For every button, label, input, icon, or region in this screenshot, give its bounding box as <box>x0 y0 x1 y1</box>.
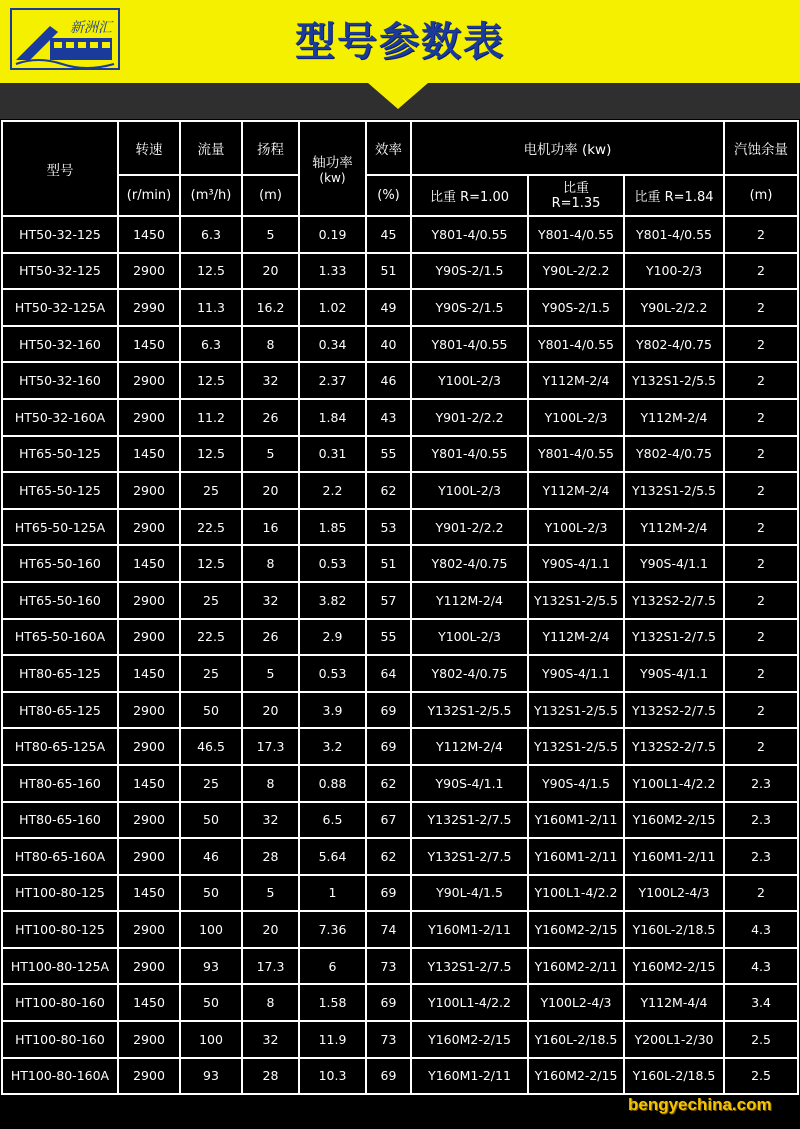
header-shaft-power <box>299 121 366 216</box>
cell-motor-sg2: Y90S-4/1.5 <box>528 765 624 802</box>
model-parameter-table <box>1 120 799 1095</box>
cell-shaft-power: 1.85 <box>299 509 366 546</box>
cell-motor-sg3: Y160M1-2/11 <box>624 838 724 875</box>
table-row <box>2 509 798 546</box>
cell-motor-sg1: Y160M1-2/11 <box>411 1058 528 1095</box>
cell-model: HT100-80-125A <box>2 948 118 985</box>
cell-speed: 1450 <box>118 655 180 692</box>
cell-speed: 1450 <box>118 436 180 473</box>
cell-speed: 1450 <box>118 765 180 802</box>
cell-model: HT100-80-160 <box>2 1021 118 1058</box>
cell-motor-sg1: Y90S-4/1.1 <box>411 765 528 802</box>
cell-shaft-power: 2.37 <box>299 362 366 399</box>
cell-motor-sg1: Y132S1-2/7.5 <box>411 838 528 875</box>
table-row <box>2 948 798 985</box>
site-watermark: bengyechina.com <box>628 1095 772 1114</box>
cell-speed: 1450 <box>118 875 180 912</box>
cell-efficiency: 62 <box>366 765 411 802</box>
table-row <box>2 1021 798 1058</box>
cell-motor-sg3: Y132S2-2/7.5 <box>624 582 724 619</box>
table-row <box>2 984 798 1021</box>
cell-npsh: 2 <box>724 582 798 619</box>
cell-motor-sg2: Y160L-2/18.5 <box>528 1021 624 1058</box>
cell-model: HT50-32-160 <box>2 326 118 363</box>
cell-model: HT50-32-125 <box>2 253 118 290</box>
cell-shaft-power: 2.2 <box>299 472 366 509</box>
cell-head: 17.3 <box>242 728 299 765</box>
cell-head: 20 <box>242 472 299 509</box>
cell-motor-sg1: Y901-2/2.2 <box>411 509 528 546</box>
cell-model: HT65-50-125A <box>2 509 118 546</box>
cell-shaft-power: 10.3 <box>299 1058 366 1095</box>
cell-motor-sg2: Y100L2-4/3 <box>528 984 624 1021</box>
cell-flow: 100 <box>180 911 242 948</box>
header-model: 型号 <box>2 121 118 216</box>
cell-motor-sg2: Y132S1-2/5.5 <box>528 582 624 619</box>
cell-motor-sg2: Y90L-2/2.2 <box>528 253 624 290</box>
cell-npsh: 4.3 <box>724 911 798 948</box>
cell-motor-sg3: Y160L-2/18.5 <box>624 911 724 948</box>
cell-motor-sg3: Y160L-2/18.5 <box>624 1058 724 1095</box>
cell-efficiency: 69 <box>366 984 411 1021</box>
cell-npsh: 4.3 <box>724 948 798 985</box>
cell-motor-sg1: Y132S1-2/7.5 <box>411 802 528 839</box>
cell-speed: 1450 <box>118 216 180 253</box>
cell-motor-sg2: Y160M1-2/11 <box>528 838 624 875</box>
cell-efficiency: 64 <box>366 655 411 692</box>
cell-shaft-power: 7.36 <box>299 911 366 948</box>
cell-efficiency: 69 <box>366 1058 411 1095</box>
cell-efficiency: 74 <box>366 911 411 948</box>
cell-motor-sg3: Y100L2-4/3 <box>624 875 724 912</box>
cell-head: 16 <box>242 509 299 546</box>
cell-model: HT50-32-160A <box>2 399 118 436</box>
cell-speed: 2900 <box>118 948 180 985</box>
cell-speed: 2900 <box>118 692 180 729</box>
cell-shaft-power: 11.9 <box>299 1021 366 1058</box>
cell-shaft-power: 0.34 <box>299 326 366 363</box>
cell-motor-sg3: Y100L1-4/2.2 <box>624 765 724 802</box>
header-flow-unit: (m³/h) <box>180 175 242 216</box>
table-row <box>2 582 798 619</box>
cell-speed: 1450 <box>118 984 180 1021</box>
cell-motor-sg2: Y801-4/0.55 <box>528 326 624 363</box>
cell-model: HT80-65-125 <box>2 692 118 729</box>
cell-shaft-power: 1.02 <box>299 289 366 326</box>
header-flow: 流量 <box>180 121 242 175</box>
cell-motor-sg2: Y160M1-2/11 <box>528 802 624 839</box>
cell-shaft-power: 1.58 <box>299 984 366 1021</box>
header-speed-unit: (r/min) <box>118 175 180 216</box>
cell-head: 26 <box>242 619 299 656</box>
header-npsh-unit: (m) <box>724 175 798 216</box>
cell-npsh: 2 <box>724 326 798 363</box>
cell-speed: 2900 <box>118 1021 180 1058</box>
cell-model: HT100-80-125 <box>2 875 118 912</box>
cell-motor-sg1: Y132S1-2/5.5 <box>411 692 528 729</box>
cell-npsh: 2 <box>724 509 798 546</box>
table-row <box>2 875 798 912</box>
cell-motor-sg1: Y901-2/2.2 <box>411 399 528 436</box>
cell-npsh: 2 <box>724 619 798 656</box>
cell-npsh: 2 <box>724 289 798 326</box>
cell-shaft-power: 2.9 <box>299 619 366 656</box>
cell-shaft-power: 6 <box>299 948 366 985</box>
cell-shaft-power: 1 <box>299 875 366 912</box>
cell-efficiency: 67 <box>366 802 411 839</box>
cell-motor-sg2: Y100L-2/3 <box>528 399 624 436</box>
cell-speed: 2900 <box>118 362 180 399</box>
cell-motor-sg1: Y112M-2/4 <box>411 728 528 765</box>
cell-flow: 25 <box>180 582 242 619</box>
cell-speed: 2900 <box>118 1058 180 1095</box>
cell-motor-sg3: Y112M-2/4 <box>624 509 724 546</box>
cell-speed: 1450 <box>118 326 180 363</box>
cell-head: 28 <box>242 838 299 875</box>
cell-motor-sg1: Y100L1-4/2.2 <box>411 984 528 1021</box>
cell-shaft-power: 1.33 <box>299 253 366 290</box>
cell-head: 17.3 <box>242 948 299 985</box>
cell-model: HT80-65-125 <box>2 655 118 692</box>
logo-text: 新洲汇 <box>70 20 112 36</box>
cell-shaft-power: 1.84 <box>299 399 366 436</box>
cell-npsh: 2 <box>724 728 798 765</box>
cell-npsh: 2 <box>724 692 798 729</box>
header-sg-2-label: 比重 <box>562 180 589 196</box>
cell-model: HT65-50-125 <box>2 472 118 509</box>
cell-head: 8 <box>242 984 299 1021</box>
cell-efficiency: 69 <box>366 692 411 729</box>
table-row <box>2 545 798 582</box>
cell-npsh: 2 <box>724 472 798 509</box>
cell-npsh: 2 <box>724 545 798 582</box>
cell-motor-sg1: Y160M1-2/11 <box>411 911 528 948</box>
cell-motor-sg3: Y132S1-2/5.5 <box>624 472 724 509</box>
cell-motor-sg1: Y160M2-2/15 <box>411 1021 528 1058</box>
cell-motor-sg2: Y100L1-4/2.2 <box>528 875 624 912</box>
cell-flow: 22.5 <box>180 509 242 546</box>
cell-npsh: 2.3 <box>724 765 798 802</box>
cell-motor-sg3: Y90S-4/1.1 <box>624 545 724 582</box>
cell-npsh: 3.4 <box>724 984 798 1021</box>
cell-efficiency: 73 <box>366 1021 411 1058</box>
cell-head: 32 <box>242 1021 299 1058</box>
cell-head: 20 <box>242 253 299 290</box>
cell-head: 5 <box>242 875 299 912</box>
cell-motor-sg1: Y802-4/0.75 <box>411 545 528 582</box>
cell-motor-sg3: Y132S1-2/7.5 <box>624 619 724 656</box>
cell-shaft-power: 0.53 <box>299 655 366 692</box>
cell-motor-sg2: Y90S-2/1.5 <box>528 289 624 326</box>
cell-model: HT80-65-160 <box>2 802 118 839</box>
cell-flow: 11.3 <box>180 289 242 326</box>
cell-flow: 50 <box>180 692 242 729</box>
table-row <box>2 692 798 729</box>
cell-model: HT50-32-125A <box>2 289 118 326</box>
cell-flow: 6.3 <box>180 326 242 363</box>
cell-flow: 22.5 <box>180 619 242 656</box>
cell-flow: 50 <box>180 875 242 912</box>
cell-efficiency: 51 <box>366 253 411 290</box>
cell-shaft-power: 0.53 <box>299 545 366 582</box>
cell-model: HT80-65-125A <box>2 728 118 765</box>
header-head-unit: (m) <box>242 175 299 216</box>
cell-motor-sg3: Y112M-4/4 <box>624 984 724 1021</box>
table-row <box>2 728 798 765</box>
cell-efficiency: 55 <box>366 619 411 656</box>
table-row <box>2 911 798 948</box>
cell-flow: 12.5 <box>180 253 242 290</box>
table-row <box>2 655 798 692</box>
cell-flow: 93 <box>180 948 242 985</box>
cell-motor-sg3: Y90L-2/2.2 <box>624 289 724 326</box>
cell-motor-sg3: Y112M-2/4 <box>624 399 724 436</box>
cell-head: 5 <box>242 436 299 473</box>
cell-shaft-power: 3.2 <box>299 728 366 765</box>
cell-model: HT50-32-125 <box>2 216 118 253</box>
cell-flow: 50 <box>180 802 242 839</box>
cell-shaft-power: 0.88 <box>299 765 366 802</box>
header-sg-2-value: R=1.35 <box>551 195 601 211</box>
cell-speed: 2900 <box>118 509 180 546</box>
header-shaft-power-unit: (kw) <box>319 171 346 185</box>
cell-efficiency: 45 <box>366 216 411 253</box>
cell-motor-sg1: Y90L-4/1.5 <box>411 875 528 912</box>
cell-motor-sg1: Y801-4/0.55 <box>411 436 528 473</box>
cell-flow: 12.5 <box>180 362 242 399</box>
cell-motor-sg2: Y90S-4/1.1 <box>528 545 624 582</box>
cell-motor-sg2: Y112M-2/4 <box>528 619 624 656</box>
cell-npsh: 2.3 <box>724 802 798 839</box>
header-pointer <box>368 83 428 109</box>
cell-efficiency: 43 <box>366 399 411 436</box>
cell-speed: 2900 <box>118 472 180 509</box>
header-banner <box>0 0 800 83</box>
cell-model: HT50-32-160 <box>2 362 118 399</box>
table-row <box>2 802 798 839</box>
cell-npsh: 2 <box>724 216 798 253</box>
cell-head: 5 <box>242 655 299 692</box>
table-body <box>2 216 798 1094</box>
cell-motor-sg1: Y132S1-2/7.5 <box>411 948 528 985</box>
cell-motor-sg2: Y132S1-2/5.5 <box>528 728 624 765</box>
header-head: 扬程 <box>242 121 299 175</box>
cell-motor-sg3: Y802-4/0.75 <box>624 436 724 473</box>
header-sg-2 <box>528 175 624 216</box>
cell-efficiency: 51 <box>366 545 411 582</box>
cell-shaft-power: 0.19 <box>299 216 366 253</box>
cell-shaft-power: 5.64 <box>299 838 366 875</box>
cell-speed: 2900 <box>118 582 180 619</box>
cell-head: 32 <box>242 362 299 399</box>
cell-flow: 12.5 <box>180 545 242 582</box>
cell-motor-sg2: Y801-4/0.55 <box>528 436 624 473</box>
cell-npsh: 2.5 <box>724 1058 798 1095</box>
cell-motor-sg2: Y112M-2/4 <box>528 472 624 509</box>
cell-npsh: 2 <box>724 655 798 692</box>
cell-flow: 50 <box>180 984 242 1021</box>
cell-model: HT100-80-125 <box>2 911 118 948</box>
cell-flow: 6.3 <box>180 216 242 253</box>
table-row <box>2 253 798 290</box>
cell-model: HT100-80-160A <box>2 1058 118 1095</box>
table-row <box>2 399 798 436</box>
page-title: 型号参数表 <box>295 19 505 65</box>
table-row <box>2 289 798 326</box>
cell-flow: 11.2 <box>180 399 242 436</box>
cell-speed: 1450 <box>118 545 180 582</box>
cell-efficiency: 69 <box>366 728 411 765</box>
header-sg-3: 比重 R=1.84 <box>624 175 724 216</box>
table-row <box>2 216 798 253</box>
cell-flow: 12.5 <box>180 436 242 473</box>
cell-efficiency: 57 <box>366 582 411 619</box>
header-shaft-power-label: 轴功率 <box>312 155 353 171</box>
cell-speed: 2990 <box>118 289 180 326</box>
cell-flow: 25 <box>180 765 242 802</box>
cell-speed: 2900 <box>118 911 180 948</box>
cell-motor-sg1: Y100L-2/3 <box>411 472 528 509</box>
cell-head: 20 <box>242 911 299 948</box>
cell-flow: 25 <box>180 472 242 509</box>
cell-efficiency: 49 <box>366 289 411 326</box>
cell-efficiency: 55 <box>366 436 411 473</box>
cell-motor-sg2: Y160M2-2/15 <box>528 911 624 948</box>
cell-model: HT65-50-160 <box>2 545 118 582</box>
cell-motor-sg2: Y112M-2/4 <box>528 362 624 399</box>
table-row <box>2 838 798 875</box>
cell-motor-sg3: Y160M2-2/15 <box>624 802 724 839</box>
cell-shaft-power: 6.5 <box>299 802 366 839</box>
cell-motor-sg2: Y132S1-2/5.5 <box>528 692 624 729</box>
cell-efficiency: 69 <box>366 875 411 912</box>
cell-head: 8 <box>242 765 299 802</box>
header-efficiency-unit: (%) <box>366 175 411 216</box>
cell-head: 28 <box>242 1058 299 1095</box>
cell-motor-sg3: Y100-2/3 <box>624 253 724 290</box>
cell-motor-sg3: Y132S1-2/5.5 <box>624 362 724 399</box>
cell-npsh: 2 <box>724 399 798 436</box>
cell-motor-sg3: Y160M2-2/15 <box>624 948 724 985</box>
cell-speed: 2900 <box>118 399 180 436</box>
cell-npsh: 2 <box>724 875 798 912</box>
cell-efficiency: 53 <box>366 509 411 546</box>
cell-motor-sg3: Y132S2-2/7.5 <box>624 728 724 765</box>
cell-motor-sg1: Y802-4/0.75 <box>411 655 528 692</box>
cell-flow: 46 <box>180 838 242 875</box>
cell-speed: 2900 <box>118 802 180 839</box>
header-npsh: 汽蚀余量 <box>724 121 798 175</box>
cell-efficiency: 62 <box>366 472 411 509</box>
cell-motor-sg1: Y90S-2/1.5 <box>411 253 528 290</box>
header-speed: 转速 <box>118 121 180 175</box>
table-row <box>2 765 798 802</box>
cell-flow: 46.5 <box>180 728 242 765</box>
cell-motor-sg3: Y802-4/0.75 <box>624 326 724 363</box>
header-motor-power: 电机功率 (kw) <box>411 121 724 175</box>
cell-efficiency: 73 <box>366 948 411 985</box>
cell-shaft-power: 3.82 <box>299 582 366 619</box>
cell-motor-sg1: Y801-4/0.55 <box>411 216 528 253</box>
table-row <box>2 472 798 509</box>
cell-head: 32 <box>242 802 299 839</box>
cell-flow: 100 <box>180 1021 242 1058</box>
cell-model: HT100-80-160 <box>2 984 118 1021</box>
cell-head: 20 <box>242 692 299 729</box>
cell-head: 32 <box>242 582 299 619</box>
cell-speed: 2900 <box>118 619 180 656</box>
cell-npsh: 2.5 <box>724 1021 798 1058</box>
cell-motor-sg1: Y90S-2/1.5 <box>411 289 528 326</box>
cell-head: 26 <box>242 399 299 436</box>
table-row <box>2 362 798 399</box>
cell-efficiency: 40 <box>366 326 411 363</box>
cell-motor-sg2: Y160M2-2/15 <box>528 1058 624 1095</box>
cell-motor-sg1: Y100L-2/3 <box>411 362 528 399</box>
cell-npsh: 2 <box>724 362 798 399</box>
cell-speed: 2900 <box>118 838 180 875</box>
table-row <box>2 1058 798 1095</box>
cell-npsh: 2 <box>724 436 798 473</box>
header-sg-1: 比重 R=1.00 <box>411 175 528 216</box>
cell-motor-sg2: Y801-4/0.55 <box>528 216 624 253</box>
cell-motor-sg1: Y112M-2/4 <box>411 582 528 619</box>
cell-model: HT80-65-160 <box>2 765 118 802</box>
cell-npsh: 2 <box>724 253 798 290</box>
cell-head: 8 <box>242 545 299 582</box>
cell-efficiency: 62 <box>366 838 411 875</box>
cell-motor-sg3: Y132S2-2/7.5 <box>624 692 724 729</box>
cell-npsh: 2.3 <box>724 838 798 875</box>
cell-head: 8 <box>242 326 299 363</box>
cell-motor-sg2: Y160M2-2/11 <box>528 948 624 985</box>
cell-head: 5 <box>242 216 299 253</box>
cell-model: HT65-50-160 <box>2 582 118 619</box>
cell-model: HT65-50-160A <box>2 619 118 656</box>
cell-motor-sg2: Y100L-2/3 <box>528 509 624 546</box>
cell-shaft-power: 0.31 <box>299 436 366 473</box>
cell-flow: 25 <box>180 655 242 692</box>
cell-motor-sg3: Y200L1-2/30 <box>624 1021 724 1058</box>
cell-speed: 2900 <box>118 728 180 765</box>
cell-model: HT80-65-160A <box>2 838 118 875</box>
table-row <box>2 619 798 656</box>
cell-motor-sg3: Y801-4/0.55 <box>624 216 724 253</box>
cell-motor-sg3: Y90S-4/1.1 <box>624 655 724 692</box>
cell-motor-sg1: Y801-4/0.55 <box>411 326 528 363</box>
header-efficiency: 效率 <box>366 121 411 175</box>
table-row <box>2 436 798 473</box>
cell-motor-sg1: Y100L-2/3 <box>411 619 528 656</box>
cell-flow: 93 <box>180 1058 242 1095</box>
cell-motor-sg2: Y90S-4/1.1 <box>528 655 624 692</box>
cell-speed: 2900 <box>118 253 180 290</box>
table-row <box>2 326 798 363</box>
cell-head: 16.2 <box>242 289 299 326</box>
cell-shaft-power: 3.9 <box>299 692 366 729</box>
cell-model: HT65-50-125 <box>2 436 118 473</box>
cell-efficiency: 46 <box>366 362 411 399</box>
